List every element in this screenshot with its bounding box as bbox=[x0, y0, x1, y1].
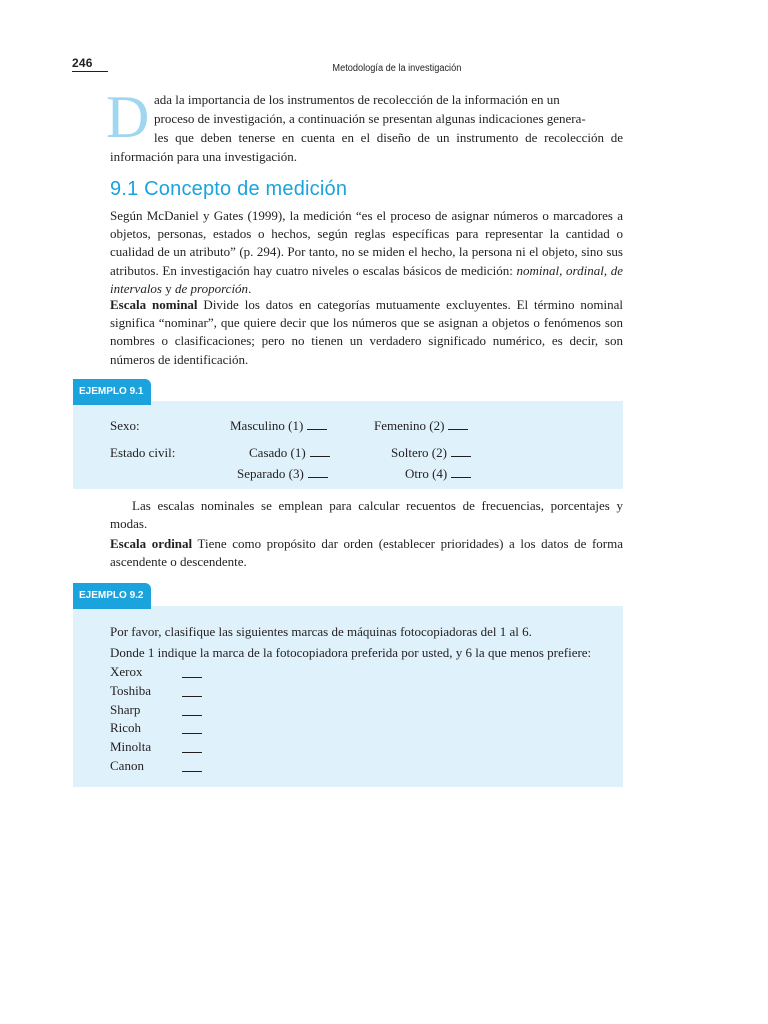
intro-line-3: les que deben tenerse en cuenta en el diseño de un instrumento de recolección de bbox=[154, 130, 623, 145]
rank-blank bbox=[182, 760, 202, 772]
ordinal-text: Tiene como propósito dar orden (establecer prioridades) a los datos de forma ascendente o descendente. bbox=[110, 536, 623, 570]
rank-blank bbox=[182, 741, 202, 753]
nominal-uses-paragraph: Las escalas nominales se emplean para calcular recuentos de frecuencias, porcentajes y modas. bbox=[110, 498, 623, 532]
running-head-text: Metodología de la investigación bbox=[332, 63, 462, 74]
section-title: 9.1 Concepto de medición bbox=[110, 178, 348, 200]
scales-and: y bbox=[162, 280, 175, 296]
measurement-text: Según McDaniel y Gates (1999), la medición “es el proceso de asignar números o marcadores a objetos, personas, estados o hechos, según reglas específicas para representar la cantidad o cualidad de un atributo” (p. 294). Por tanto, no se miden el hecho, la persona ni el objeto, sino sus atributos. En investigación hay cuatro niveles o escalas básicos de medición: bbox=[110, 208, 623, 278]
rank-blank bbox=[182, 666, 202, 678]
casado-option bbox=[249, 445, 330, 461]
femenino-option bbox=[374, 418, 468, 434]
brand-label: Toshiba bbox=[110, 683, 151, 698]
scales-italic-1: nominal, ordinal, de intervalos bbox=[110, 262, 623, 296]
brand-row-canon bbox=[110, 758, 144, 774]
brand-label: Xerox bbox=[110, 664, 143, 679]
ordinal-term: Escala ordinal bbox=[110, 536, 193, 551]
separado-blank bbox=[308, 466, 328, 478]
example-9-1-tab: EJEMPLO 9.1 bbox=[73, 379, 151, 405]
measurement-paragraph bbox=[110, 207, 623, 298]
masculino-blank bbox=[307, 418, 327, 430]
otro-option bbox=[405, 466, 471, 482]
otro-label: Otro (4) bbox=[405, 466, 448, 481]
intro-line-2: proceso de investigación, a continuación se presentan algunas indicaciones genera- bbox=[154, 111, 586, 126]
soltero-blank bbox=[451, 445, 471, 457]
running-head bbox=[31, 63, 738, 74]
brand-row-toshiba bbox=[110, 683, 151, 699]
casado-label: Casado (1) bbox=[249, 445, 306, 460]
separado-option bbox=[237, 466, 328, 482]
measurement-end: . bbox=[248, 280, 252, 296]
nominal-paragraph bbox=[110, 296, 623, 369]
otro-blank bbox=[451, 466, 471, 478]
civil-status-label: Estado civil: bbox=[110, 445, 176, 460]
brand-label: Minolta bbox=[110, 739, 152, 754]
brand-label: Ricoh bbox=[110, 720, 142, 735]
separado-label: Separado (3) bbox=[237, 466, 304, 481]
intro-line-4: información para una investigación. bbox=[110, 149, 297, 164]
brand-row-minolta bbox=[110, 739, 151, 755]
femenino-label: Femenino (2) bbox=[374, 418, 445, 433]
soltero-option bbox=[391, 445, 471, 461]
drop-cap: D bbox=[106, 84, 150, 150]
brand-row-xerox bbox=[110, 664, 143, 680]
intro-line-1: ada la importancia de los instrumentos de recolección de la información en un bbox=[154, 92, 560, 107]
nominal-text: Divide los datos en categorías mutuamente excluyentes. El término nominal significa “nominar”, que quiere decir que los números que se asignan a objetos o fenómenos son nombres o clasificaciones; pero no tienen un verdadero significado numérico, es decir, son números de identificación. bbox=[110, 297, 623, 367]
intro-paragraph bbox=[106, 84, 623, 166]
page-number: 246 bbox=[72, 56, 93, 70]
scales-italic-2: de proporción bbox=[175, 280, 249, 296]
casado-blank bbox=[310, 445, 330, 457]
masculino-label: Masculino (1) bbox=[230, 418, 304, 433]
ranking-instruction-1: Por favor, clasifique las siguientes marcas de máquinas fotocopiadoras del 1 al 6. bbox=[110, 624, 532, 639]
brand-label: Canon bbox=[110, 758, 144, 773]
rank-blank bbox=[182, 704, 202, 716]
ranking-instruction-2: Donde 1 indique la marca de la fotocopiadora preferida por usted, y 6 la que menos prefiere: bbox=[110, 645, 592, 660]
sex-label: Sexo: bbox=[110, 418, 140, 433]
rank-blank bbox=[182, 722, 202, 734]
brand-label: Sharp bbox=[110, 702, 141, 717]
soltero-label: Soltero (2) bbox=[391, 445, 447, 460]
nominal-term: Escala nominal bbox=[110, 297, 198, 312]
example-9-2-tab: EJEMPLO 9.2 bbox=[73, 583, 151, 609]
ordinal-paragraph bbox=[110, 535, 623, 571]
masculino-option bbox=[230, 418, 327, 434]
brand-row-ricoh bbox=[110, 720, 141, 736]
femenino-blank bbox=[448, 418, 468, 430]
rank-blank bbox=[182, 685, 202, 697]
brand-row-sharp bbox=[110, 702, 140, 718]
